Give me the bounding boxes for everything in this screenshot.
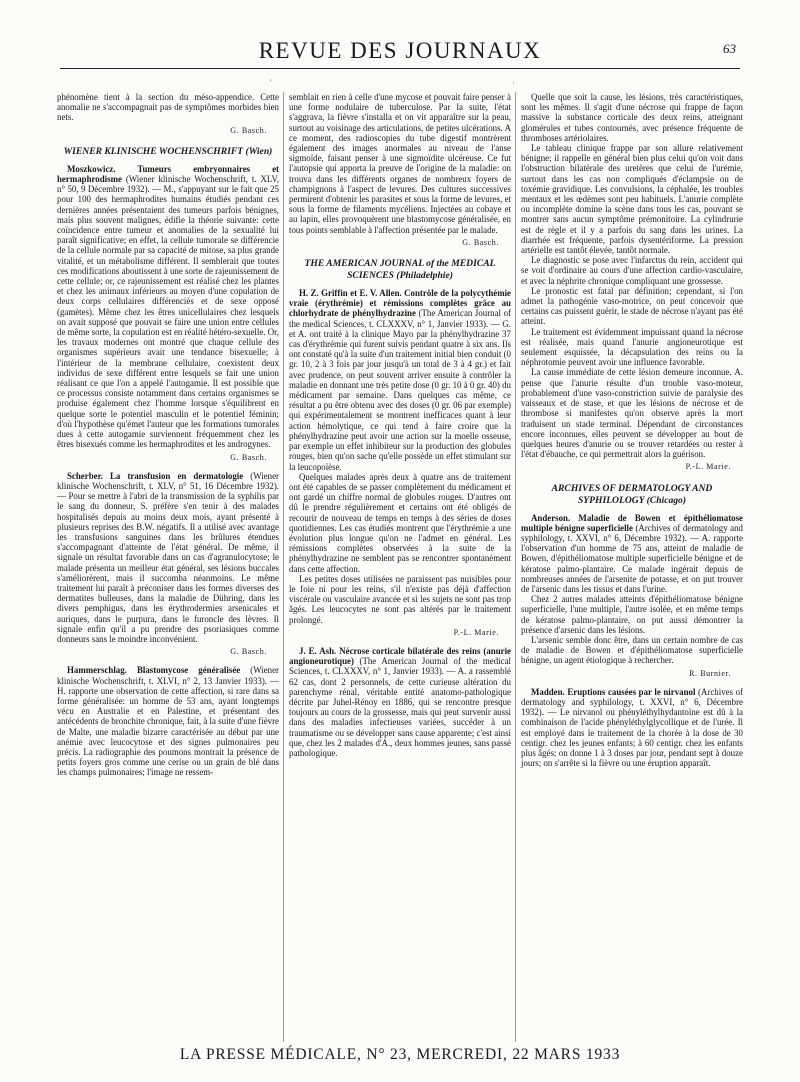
printer-mark: ·: [512, 78, 515, 88]
paragraph: La cause immédiate de cette lésion demeure inconnue. A. pense que l'anurie résulte d'un trouble vaso-moteur, probablement d'une vaso-constriction suivie de paralysie des vaisseaux et de stase, et que les lésions de nécrose et de thrombose si manifestes qu'on observe après la mort traduisent un stade terminal. Dépendant de circonstances encore inconnues, elles peuvent se développer au bout de quelques heures d'anurie ou se trouver retardées ou rester à l'état d'ébauche, ce qui permettrait alors la guérison.: [521, 367, 743, 460]
article: [57, 164, 279, 450]
article-heading: Scherber. La transfusion en dermatologie: [67, 470, 244, 481]
article: [521, 687, 743, 769]
article-heading: H. Z. Griffin et E. V. Allen. Contrôle de la polycythémie vraie (érythrémie) et rémissions complètes grâce au chlorhydrate de phénylhydrazine: [289, 288, 511, 319]
article-body: (Archives of dermatology and syphilology, t. XXVI, n° 6, Décembre 1932). — A. rapporte l'observation d'un homme de 75 ans, atteint de maladie de Bowen, d'épithéliomatose multiple superficielle bénigne et de kératose palmo-plantaire. Ce malade ingérait depuis de nombreuses années de l'arsenite de potasse, et on put trouver de l'arsenic dans les tissus et dans l'urine.: [521, 522, 743, 594]
paragraph: Les petites doses utilisées ne paraissent pas nuisibles pour le foie ni pour les reins, s'il n'existe pas déjà d'affection viscérale ou vasculaire avancée et si les sujets ne sont pas trop âgés. Les leucocytes ne sont pas altérés par le traitement prolongé.: [289, 573, 511, 625]
article: [289, 646, 511, 758]
column-right: [521, 92, 743, 768]
page-footer: LA PRESSE MÉDICALE, N° 23, MERCREDI, 22 MARS 1933: [179, 1046, 621, 1063]
journal-heading: THE AMERICAN JOURNAL of the MEDICAL SCIENCES (Philadelphie): [304, 258, 496, 282]
paragraph: Quelle que soit la cause, les lésions, très caractéristiques, sont les mêmes. Il s'agit d'une nécrose qui frappe de façon massive la substance corticale des deux reins, atteignant glomérules et tubes contournés, avec présence fréquente de thromboses artériolaires.: [521, 92, 743, 143]
article-heading: J. E. Ash. Nécrose corticale bilatérale des reins (anurie angioneurotique): [289, 645, 511, 667]
column-middle: [289, 92, 511, 758]
author-signature: P.-L. Marie.: [453, 627, 499, 637]
paragraph: semblait en rien à celle d'une mycose et pouvait faire penser à une forme nodulaire de tuberculose. Par la suite, l'état s'aggrava, la fièvre s'installa et on vit apparaître sur la peau, surtout au voisinage des articulations, de petites ulcérations. A ce moment, des radioscopies du tube digestif montrèrent également des images anormales au niveau de l'anse sigmoïde, faisant penser à une sigmoïdite ulcéreuse. Ce fut l'autopsie qui apporta la preuve de l'origine de la maladie: on trouva dans les différents organes de nombreux foyers de champignons à l'aspect de levures. Des cultures successives permirent d'obtenir les parasites et sous la forme de levures, et sous la forme de filaments mycéliens. Injectées au cobaye et au lapin, elles provoquèrent une blastomycose généralisée, en tous points semblable à l'affection présentée par le malade.: [289, 92, 511, 235]
author-signature: G. Basch.: [230, 452, 267, 462]
journal-heading: WIENER KLINISCHE WOCHENSCHRIFT (Wien): [63, 145, 273, 157]
article-heading: Moszkowicz. Tumeurs embryonnaires et hermaphrodisme: [57, 163, 279, 185]
article-body: (The American Journal of the medical Sciences, t. CLXXXV, n° 1, Janvier 1933). — A. a rassemblé 62 cas, dont 2 personnels, de cette curieuse altération du parenchyme rénal, véritable entité anatomo-pathologique décrite par Juhel-Rénoy en 1886, qui se rencontre presque toujours au cours de la grossesse, mais qui peut survenir aussi dans des maladies infectieuses variées, succéder à un traumatisme ou se développer sans cause apparente; c'est ainsi que, chez les 2 malades d'A., deux hommes jeunes, sans passé pathologique.: [289, 656, 511, 758]
printer-mark: ': [270, 78, 272, 88]
article-heading: Anderson. Maladie de Bowen et épithéliomatose multiple bénigne superficielle: [521, 512, 743, 533]
article-heading: Hammerschlag. Blastomycose généralisée: [67, 665, 241, 676]
author-signature: R. Burnier.: [689, 668, 731, 678]
paragraph: Quelques malades après deux à quatre ans de traitement ont été capables de se passer complètement du médicament et ont gardé un chiffre normal de globules rouges. D'autres ont dû le prendre régulièrement et certains ont été obligés de recourir de nouveau de temps en temps à des séries de doses quotidiennes. Les cas étudiés montrent que l'érythrémie a une évolution plus longue qu'on ne l'admet en général. Les rémissions complètes observées à la suite de la phénylhydrazine ne semblent pas se rencontrer spontanément dans cette affection.: [289, 471, 511, 574]
page-number: 63: [723, 41, 736, 56]
author-signature: G. Basch.: [230, 125, 267, 135]
article-heading: Madden. Eruptions causées par le nirvanol: [531, 686, 696, 697]
paragraph: Le pronostic est fatal par définition; cependant, si l'on admet la pathogénie vaso-motrice, on peut concevoir que certains cas puissent guérir, le stade de nécrose n'ayant pas été atteint.: [521, 285, 743, 327]
paragraph: L'arsenic semble donc être, dans un certain nombre de cas de maladie de Bowen et d'épithéliomatose superficielle bénigne, un agent étiologique à rechercher.: [521, 634, 743, 666]
article: [521, 513, 743, 595]
article-body: (The American Journal of the medical Sciences, t. CLXXXV, n° 1, Janvier 1933). — G. et A. ont traité à la clinique Mayo par la phénylhydrazine 37 cas d'érythrémie qui furent suivis pendant quatre à six ans. Ils ont constaté qu'à la suite d'un traitement initial bien conduit (0 gr. 10, 2 à 3 fois par jour jusqu'à un total de 3 à 4 gr.) et fait avec prudence, on peut souvent arriver ensuite à contrôler la maladie en donnant une très petite dose (0 gr. 10 à 0 gr. 40) du médicament par semaine. Dans quelques cas même, ce résultat a pu être obtenu avec des doses (0 gr. 06 par exemple) qui expérimentalement se montrent inefficaces quant à leur action hémolytique, ce qui tend à faire croire que la phénylhydrazine peut avoir une action sur la moelle osseuse, par exemple un effet inhibiteur sur la production des globules rouges, bien qu'on sache qu'elle possède un effet stimulant sur la leucopoïèse.: [289, 308, 511, 472]
paragraph: Le tableau clinique frappe par son allure relativement bénigne; il rappelle en général bien plus celui qu'on voit dans l'obstruction bilatérale des uretères que celui de l'urémie, surtout dans les cas non compliqués d'éclampsie ou de toxémie gravidique. Les convulsions, la céphalée, les troubles mentaux et les œdèmes sont peu habituels. L'anurie complète ou incomplète domine la scène dans tous les cas, pouvant se montrer sans aucun symptôme prémonitoire. La cylindrurie est de règle et il y a parfois du sang dans les urines. La diarrhée est fréquente, parfois dysentériforme. La pression artérielle est tantôt élevée, tantôt normale.: [521, 143, 743, 256]
column-left: [57, 92, 279, 778]
paragraph: phénomène tient à la section du méso-appendice. Cette anomalie ne s'accompagnait pas de symptômes morbides bien nets.: [57, 92, 279, 123]
author-signature: P.-L. Marie.: [685, 462, 731, 472]
paragraph: Le diagnostic se pose avec l'infarctus du rein, accident qui se voit d'ordinaire au cours d'une affection cardio-vasculaire, et avec la néphrite chronique compliquant une grossesse.: [521, 255, 743, 286]
paragraph: Le traitement est évidemment impuissant quand la nécrose est réalisée, mais quand l'anurie angioneurotique est seulement esquissée, la décapsulation des reins ou la néphrotomie peuvent avoir une influence favorable.: [521, 326, 743, 368]
author-signature: G. Basch.: [462, 237, 499, 247]
page-header: [60, 38, 740, 69]
article-body: (Wiener klinische Wochenschrift, t. XLV, n° 50, 9 Décembre 1932). — M., s'appuyant sur le fait que 25 pour 100 des hermaphrodites humains étudiés pendant ces dernières années présentaient des tumeurs parfois bénignes, mais plus souvent malignes, édifie la théorie suivante: cette coïncidence entre tumeur et anomalies de la sexualité lui paraît significative; en effet, la cellule tumorale se différencie de la cellule normale par sa capacité de mitose, sa plus grande vitalité, et un métabolisme différent. Il semblerait que toutes ces modifications aboutissent à une sorte de rajeunissement de cette cellule; or, ce rajeunissement est réalisé chez les plantes et chez les animaux inférieurs au moyen d'une copulation de deux corps cellulaires différenciés et de sexe opposé (gamètes). Même chez les êtres unicellulaires chez lesquels on avait supposé que pouvait se faire une union entre cellules de même sorte, la copulation est en réalité hétéro-sexuelle. Or, les travaux modernes ont montré que chaque cellule des organismes supérieurs avait une tendance bisexuelle; à l'intérieur de la membrane cellulaire, coexistent deux individus de sexe différent entre lesquels se fait une union réalisant ce que l'on a appelé l'autogamie. Il est possible que ce processus consiste notamment dans certains organismes se produise également chez l'homme lorsque s'équilibrent en quelque sorte le potentiel masculin et le potentiel féminin; d'où l'hypothèse qu'émet l'auteur que les formations tumorales dues à cette autogamie surviennent fréquemment chez les êtres bisexués comme les hermaphrodites et les androgynes.: [57, 174, 279, 450]
column-rule: [283, 92, 284, 1042]
paragraph: Chez 2 autres malades atteints d'épithéliomatose bénigne superficielle, l'une multiple, l'autre isolée, et en même temps de kératose palmo-plantaire, on put aussi démontrer la présence d'arsenic dans les lésions.: [521, 594, 743, 635]
article: [57, 471, 279, 644]
article-body: (Wiener klinische Wochenschrift, t. XLVI, n° 2, 13 Janvier 1933). — H. rapporte une observation de cette affection, si rare dans sa forme généralisée: un homme de 53 ans, ayant longtemps vécu en Australie et en Palestine, et présentant des antécédents de bronchite chronique, fait, à la suite d'une fièvre de Malte, une maladie bizarre caractérisée au début par une anémie avec leucocytose et des signes pulmonaires peu précis. La radiographie des poumons montrait la présence de petits foyers gros comme une cerise ou un grain de blé dans les champs pulmonaires; l'image ne ressem-: [57, 665, 279, 778]
article-body: (Wiener klinische Wochenschrift, t. XLV, n° 51, 16 Décembre 1932). — Pour se mettre à l'abri de la transmission de la syphilis par le sang du donneur, S. préfère s'en tenir à des malades hospitalisés depuis au moins deux mois, ayant présenté à plusieurs reprises des B.W. négatifs. Il a utilisé avec avantage les transfusions sanguines dans les brûlures étendues s'accompagnant d'atteinte de l'état général. De même, il signale un résultat favorable dans un cas d'agranulocytose; le malade présenta un meilleur état général, ses lésions buccales s'améliorèrent, mais il succomba néanmoins. Le même traitement lui paraît à préconiser dans les formes diverses des dermatites bulleuses, dans la maladie de Dühring, dans les divers pemphigus, dans les érythrodermies arsenicales et auriques, dans le purpura, dans le furoncle des lèvres. Il signale enfin qu'il a pu prendre des psoriasiques comme donneurs sans le moindre inconvénient.: [57, 470, 280, 644]
article: [289, 288, 511, 472]
author-signature: G. Basch.: [230, 647, 267, 657]
journal-heading: ARCHIVES OF DERMATOLOGY AND SYPHILOLOGY (Chicago): [551, 482, 713, 506]
article: [57, 665, 279, 777]
journal-section-title: REVUE DES JOURNAUX: [258, 38, 542, 63]
column-rule: [515, 92, 516, 1042]
article-body: (Archives of dermatology and syphilology, t. XXVI, n° 6, Décembre 1932). — Le nirvanol ou phényléthylhydantoïne est dû à la combinaison de l'acide phényléthylglycollique et de l'urée. Il est employé dans le traitement de la chorée à la dose de 30 centigr. chez les jeunes enfants; à 60 centigr. chez les enfants plus âgés; on donne 1 à 3 doses par jour, pendant sept à douze jours; on s'arrête si la fièvre ou une éruption apparaît.: [521, 686, 744, 769]
